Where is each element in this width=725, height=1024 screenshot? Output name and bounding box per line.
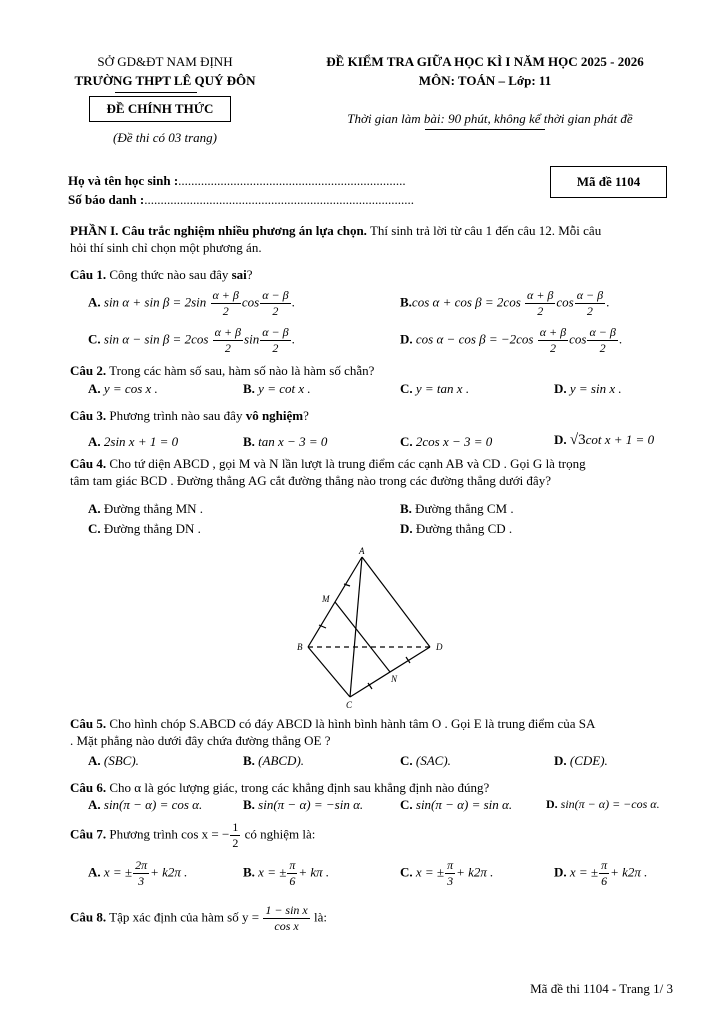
- q4-text2: tâm tam giác BCD . Đường thẳng AG cắt đường thẳng nào trong các đường thẳng dưới đây?: [70, 473, 551, 488]
- q4-a-text: Đường thẳng MN .: [103, 501, 204, 516]
- q3-option-d[interactable]: D. √3cot x + 1 = 0: [554, 432, 655, 448]
- q2-option-a[interactable]: [88, 381, 158, 397]
- q4-b-text: Đường thẳng CM .: [415, 501, 514, 516]
- q7-stem: Câu 7. Phương trình cos x = − $\frac{1}{2}$ có nghiệm là:: [70, 820, 316, 850]
- q2-stem: [70, 362, 680, 379]
- pages-note: (Đề thi có 03 trang): [113, 130, 217, 145]
- option-letter: C.: [88, 521, 101, 536]
- q6-stem: [70, 779, 680, 796]
- q7-option-c[interactable]: C. x = ± $\frac{\pi}{3}$ + k2π .: [400, 858, 494, 888]
- option-letter: D.: [554, 864, 567, 880]
- exam-time: Thời gian làm bài: 90 phút, không kể thời gian phát đề: [347, 111, 633, 126]
- option-letter: B.: [243, 753, 255, 768]
- q4-label: Câu 4.: [70, 456, 107, 471]
- q5-option-d[interactable]: [554, 753, 608, 769]
- q8-label: Câu 8.: [70, 909, 107, 925]
- subject: MÔN: TOÁN – Lớp: 11: [418, 73, 552, 88]
- option-letter: C.: [400, 797, 413, 812]
- q3-option-c[interactable]: [400, 434, 492, 450]
- option-letter: A.: [88, 753, 101, 768]
- q3-label: Câu 3.: [70, 408, 107, 423]
- option-letter: A.: [88, 381, 101, 396]
- option-letter: D.: [554, 381, 567, 396]
- q5-stem: [70, 715, 680, 749]
- option-letter: C.: [400, 434, 413, 449]
- student-id-line: [68, 192, 414, 208]
- q6-option-d[interactable]: [546, 797, 660, 812]
- q4-c-text: Đường thẳng DN .: [103, 521, 201, 536]
- q7-option-b[interactable]: B. x = ± $\frac{\pi}{6}$ + kπ .: [243, 858, 330, 888]
- q5-option-a[interactable]: [88, 753, 139, 769]
- option-letter: A.: [88, 864, 101, 880]
- school-underline: [115, 92, 197, 93]
- q5-option-b[interactable]: [243, 753, 304, 769]
- q3-text: Phương trình nào sau đây: [106, 408, 246, 423]
- q6-option-b[interactable]: [243, 797, 363, 813]
- q4-d-text: Đường thẳng CD .: [415, 521, 513, 536]
- label-b: B: [297, 642, 303, 652]
- student-name-label: Họ và tên học sinh :: [68, 173, 179, 188]
- q6-d-text: sin(π − α) = −cos α.: [560, 797, 660, 811]
- student-name-dots: ......................................................................: [178, 173, 406, 188]
- option-letter: D.: [554, 753, 567, 768]
- q3-c-text: 2cos x − 3 = 0: [415, 434, 493, 449]
- label-d: D: [436, 642, 443, 652]
- q2-a-text: y = cos x .: [103, 381, 158, 396]
- dept-name: SỞ GD&ĐT NAM ĐỊNH: [97, 54, 233, 69]
- q2-b-text: y = cot x .: [258, 381, 311, 396]
- q6-label: Câu 6.: [70, 780, 107, 795]
- q8-text-end: là:: [310, 909, 328, 925]
- option-letter: B.: [400, 501, 412, 516]
- label-n: N: [391, 674, 398, 684]
- q6-c-text: sin(π − α) = sin α.: [415, 797, 513, 812]
- q5-a-text: (SBC).: [103, 753, 139, 768]
- part1-title: PHẦN I. Câu trắc nghiệm nhiều phương án lựa chọn.: [70, 223, 367, 238]
- q1-label: Câu 1.: [70, 267, 107, 282]
- q3-d-text: cot x + 1 = 0: [585, 432, 655, 447]
- time-underline: [425, 129, 545, 130]
- q7-option-a[interactable]: A. x = ± $\frac{2\pi}{3}$ + k2π .: [88, 858, 188, 888]
- option-letter: D.: [400, 521, 413, 536]
- exam-code: Mã đề 1104: [550, 166, 667, 198]
- q6-option-a[interactable]: [88, 797, 202, 813]
- q2-option-d[interactable]: [554, 381, 622, 397]
- q8-stem: Câu 8. Tập xác định của hàm số y = $\frac{\text{1 − sin x}}{\text{cos x}}$ là:: [70, 903, 328, 933]
- option-letter: C.: [88, 331, 101, 347]
- option-letter: B.: [243, 381, 255, 396]
- q5-text2: . Mặt phẳng nào dưới đây chứa đường thẳng OE ?: [70, 733, 331, 748]
- page-footer: Mã đề thi 1104 - Trang 1/ 3: [530, 981, 673, 996]
- q1-text: Công thức nào sau đây: [106, 267, 232, 282]
- q3-option-b[interactable]: [243, 434, 327, 450]
- edge-bc: [308, 647, 350, 697]
- option-letter: A.: [88, 501, 101, 516]
- student-id-label: Số báo danh :: [68, 192, 145, 207]
- q5-b-text: (ABCD).: [258, 753, 305, 768]
- q3-b-text: tan x − 3 = 0: [258, 434, 328, 449]
- option-letter: D.: [546, 797, 558, 811]
- q4-option-b[interactable]: [400, 501, 514, 517]
- q2-option-c[interactable]: [400, 381, 469, 397]
- option-letter: B.: [243, 864, 255, 880]
- q8-text: Tập xác định của hàm số y =: [106, 909, 263, 925]
- q1-stem: [70, 266, 680, 283]
- q7-text: Phương trình cos x = −: [106, 826, 230, 842]
- q6-option-c[interactable]: [400, 797, 512, 813]
- q4-option-c[interactable]: [88, 521, 201, 537]
- option-letter: A.: [88, 434, 101, 449]
- q4-stem: [70, 455, 680, 489]
- q2-option-b[interactable]: [243, 381, 311, 397]
- q3-end: ?: [303, 408, 309, 423]
- q5-label: Câu 5.: [70, 716, 107, 731]
- option-letter: B.: [243, 434, 255, 449]
- q4-text: Cho tứ diện ABCD , gọi M và N lần lượt là trung điểm các cạnh AB và CD . Gọi G là trọng: [106, 456, 586, 471]
- q7-text-end: có nghiệm là:: [241, 826, 316, 842]
- student-name-line: [68, 173, 406, 189]
- q2-c-text: y = tan x .: [415, 381, 470, 396]
- option-letter: C.: [400, 753, 413, 768]
- q6-a-text: sin(π − α) = cos α.: [103, 797, 203, 812]
- option-letter: D.: [400, 331, 413, 347]
- exam-title: ĐỀ KIỂM TRA GIỮA HỌC KÌ I NĂM HỌC 2025 - 2026: [326, 54, 644, 69]
- option-letter: C.: [400, 864, 413, 880]
- part1-desc2: hỏi thí sinh chỉ chọn một phương án.: [70, 240, 262, 255]
- edge-ac: [350, 557, 362, 697]
- q3-option-a[interactable]: [88, 434, 178, 450]
- q1-end: ?: [246, 267, 253, 282]
- official-badge: ĐỀ CHÍNH THỨC: [89, 96, 231, 122]
- option-letter: C.: [400, 381, 413, 396]
- option-letter: A.: [88, 797, 101, 812]
- q3-a-text: 2sin x + 1 = 0: [103, 434, 179, 449]
- q7-label: Câu 7.: [70, 826, 107, 842]
- q2-d-text: y = sin x .: [569, 381, 622, 396]
- q5-text: Cho hình chóp S.ABCD có đáy ABCD là hình bình hành tâm O . Gọi E là trung điểm của SA: [106, 716, 596, 731]
- label-a: A: [359, 546, 365, 556]
- q2-text: Trong các hàm số sau, hàm số nào là hàm số chẵn?: [106, 363, 375, 378]
- q1-option-a[interactable]: A. sin α + sin β = 2sin $\frac{\alpha + \beta}{2}$ cos $\frac{\alpha - \beta}{2}$ .: [88, 288, 295, 318]
- q1-option-c[interactable]: C. sin α − sin β = 2cos $\frac{\alpha + \beta}{2}$ sin $\frac{\alpha - \beta}{2}$ .: [88, 325, 295, 355]
- student-id-dots: ...................................................................................: [144, 192, 414, 207]
- q4-option-d[interactable]: [400, 521, 512, 537]
- q5-option-c[interactable]: [400, 753, 451, 769]
- option-letter: B.: [243, 797, 255, 812]
- option-letter: B.: [400, 294, 412, 310]
- q5-c-text: (SAC).: [415, 753, 451, 768]
- tetrahedron-figure: [290, 545, 450, 710]
- q1-option-d[interactable]: D. cos α − cos β = −2cos $\frac{\alpha + \beta}{2}$ cos $\frac{\alpha - \beta}{2}$ .: [400, 325, 623, 355]
- label-c: C: [346, 700, 353, 710]
- q1-bold: sai: [231, 267, 247, 282]
- q4-option-a[interactable]: [88, 501, 203, 517]
- part1-desc: Thí sinh trả lời từ câu 1 đến câu 12. Mỗi câu: [366, 223, 602, 238]
- q6-b-text: sin(π − α) = −sin α.: [258, 797, 364, 812]
- segment-mn: [335, 602, 390, 672]
- q6-text: Cho α là góc lượng giác, trong các khẳng định sau khẳng định nào đúng?: [106, 780, 490, 795]
- school-name: TRƯỜNG THPT LÊ QUÝ ĐÔN: [74, 73, 256, 88]
- part1-intro: [70, 222, 680, 256]
- option-letter: A.: [88, 294, 101, 310]
- option-letter: D.: [554, 432, 567, 447]
- label-m: M: [322, 594, 330, 604]
- q5-d-text: (CDE).: [569, 753, 608, 768]
- q7-option-d[interactable]: D. x = ± $\frac{\pi}{6}$ + k2π .: [554, 858, 648, 888]
- q3-stem: [70, 407, 680, 424]
- q3-bold: vô nghiệm: [245, 408, 304, 423]
- q1-option-b[interactable]: B.cos α + cos β = 2cos $\frac{\alpha + \beta}{2}$ cos $\frac{\alpha - \beta}{2}$ .: [400, 288, 610, 318]
- edge-ad: [362, 557, 430, 647]
- q2-label: Câu 2.: [70, 363, 107, 378]
